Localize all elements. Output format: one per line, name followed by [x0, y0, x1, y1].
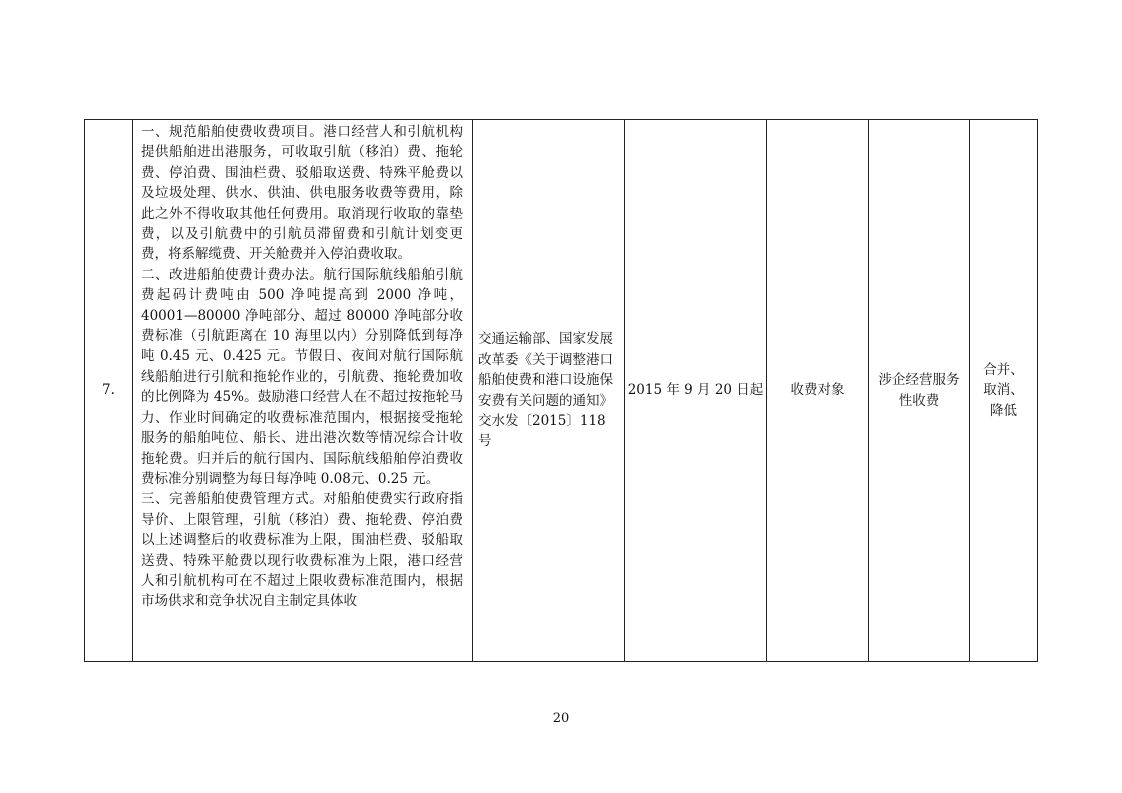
policy-paragraph-1: 一、规范船舶使费收费项目。港口经营人和引航机构提供船舶进出港服务，可收取引航（移泊）费、拖轮费、停泊费、围油栏费、驳船取送费、特殊平舱费以及垃圾处理、供水、供油、供电服务收费等费用，除此之外不得收取其他任何费用。取消现行收取的靠垫费，以及引航费中的引航员滞留费和引航计划变更费，将系解缆费、开关舱费并入停泊费收取。 — [141, 124, 463, 263]
policy-content-cell — [133, 120, 473, 662]
row-number: 7. — [85, 120, 133, 662]
page-number: 20 — [552, 711, 570, 726]
effective-date-cell: 2015 年 9 月 20 日起 — [625, 120, 767, 662]
policy-paragraph-3: 三、完善船舶使费管理方式。对船舶使费实行政府指导价、上限管理，引航（移泊）费、拖轮费、停泊费以上述调整后的收费标准为上限，围油栏费、驳船取送费、特殊平舱费以现行收费标准为上限，港口经营人和引航机构可在不超过上限收费标准范围内，根据市场供求和竞争状况自主制定具体收 — [141, 491, 463, 610]
policy-paragraph-2: 二、改进船舶使费计费办法。航行国际航线船舶引航费起码计费吨由 500 净吨提高到 2000 净吨，40001—80000 净吨部分、超过 80000 净吨部分收费标准（引航距离在 10 海里以内）分别降低到每净吨 0.45 元、0.425 元。节假日、夜间对航行国际航线船舶进行引航和拖轮作业的，引航费、拖轮费加收的比例降为 45%。鼓励港口经营人在不超过按拖轮马力、作业时间确定的收费标准范围内，根据接受拖轮服务的船舶吨位、船长、进出港次数等情况综合计收拖轮费。归并后的航行国内、国际航线船舶停泊费收费标准分别调整为每日每净吨 0.08元、0.25 元。 — [141, 266, 463, 487]
policy-document-cell: 交通运输部、国家发展改革委《关于调整港口船舶使费和港口设施保安费有关问题的通知》交水发〔2015〕118 号 — [473, 120, 625, 662]
table-row — [85, 120, 1038, 662]
fee-category-cell: 涉企经营服务性收费 — [869, 120, 970, 662]
fee-object-cell: 收费对象 — [767, 120, 869, 662]
action-cell: 合并、取消、降低 — [970, 120, 1038, 662]
fee-policy-table — [84, 119, 1038, 662]
